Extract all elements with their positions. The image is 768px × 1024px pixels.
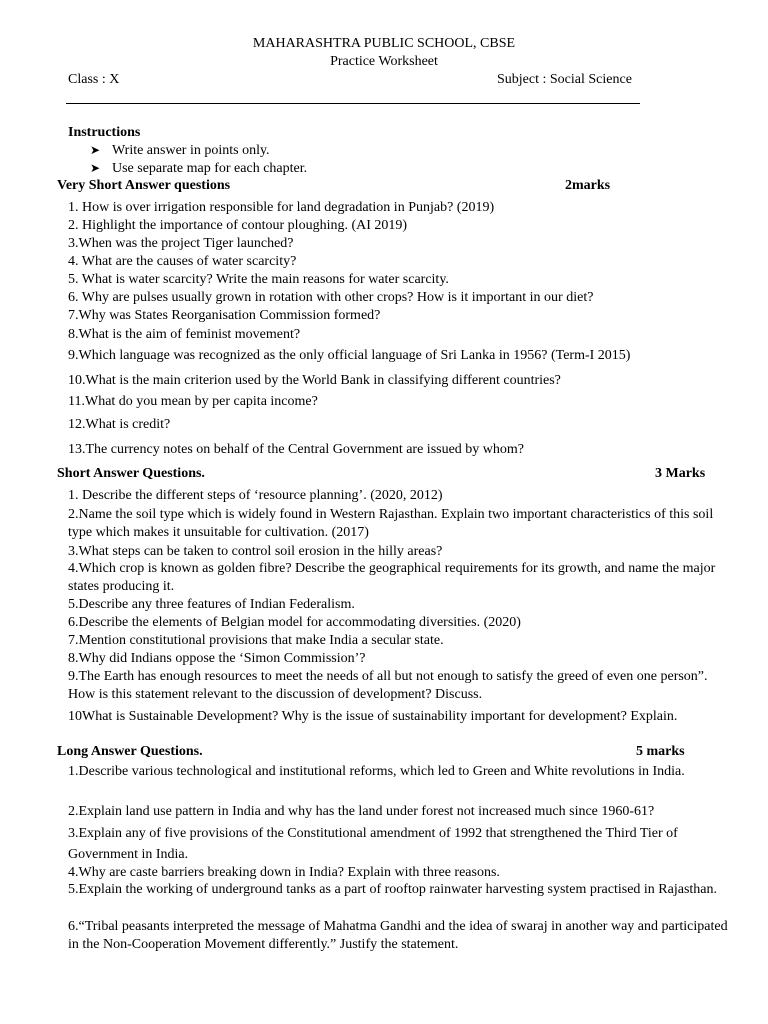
arrow-bullet-icon: ➤: [90, 143, 101, 157]
instruction-item: ➤ Use separate map for each chapter.: [90, 161, 308, 176]
sa-question: 9.The Earth has enough resources to meet the needs of all but not enough to satisfy the greed of even one person”. How is this statement relevant to the discussion of development? Discuss.: [68, 669, 708, 702]
la-heading: Long Answer Questions.: [57, 744, 203, 759]
vsa-question: 4. What are the causes of water scarcity?: [68, 254, 297, 269]
vsa-question: 10.What is the main criterion used by the World Bank in classifying different countries?: [68, 373, 561, 388]
vsa-question: 5. What is water scarcity? Write the main reasons for water scarcity.: [68, 272, 449, 287]
la-question: 4.Why are caste barriers breaking down in India? Explain with three reasons.: [68, 865, 500, 880]
vsa-question: 11.What do you mean by per capita income?: [68, 394, 318, 409]
la-question: 1.Describe various technological and institutional reforms, which led to Green and White revolutions in India.: [68, 764, 685, 779]
class-label: Class : X: [68, 72, 120, 87]
vsa-question: 7.Why was States Reorganisation Commission formed?: [68, 308, 381, 323]
vsa-question: 2. Highlight the importance of contour ploughing. (AI 2019): [68, 218, 408, 233]
la-question: 5.Explain the working of underground tanks as a part of rooftop rainwater harvesting system practised in Rajasthan.: [68, 882, 718, 897]
vsa-question: 3.When was the project Tiger launched?: [68, 236, 294, 251]
sa-question: 4.Which crop is known as golden fibre? Describe the geographical requirements for its growth, and name the major states producing it.: [68, 561, 716, 594]
sa-question: 7.Mention constitutional provisions that make India a secular state.: [68, 633, 444, 648]
sa-question: 2.Name the soil type which is widely found in Western Rajasthan. Explain two important characteristics of this soil type which makes it unsuitable for cultivation. (2017): [68, 507, 714, 540]
vsa-question: 6. Why are pulses usually grown in rotation with other crops? How is it important in our diet?: [68, 290, 594, 305]
sa-question: 5.Describe any three features of Indian Federalism.: [68, 597, 355, 612]
instruction-item: ➤ Write answer in points only.: [90, 143, 270, 158]
vsa-question: 8.What is the aim of feminist movement?: [68, 327, 301, 342]
arrow-bullet-icon: ➤: [90, 161, 101, 175]
sa-question: 10What is Sustainable Development? Why is the issue of sustainability important for development? Explain.: [68, 709, 678, 724]
sa-question: 1. Describe the different steps of ‘resource planning’. (2020, 2012): [68, 488, 443, 503]
sa-marks: 3 Marks: [655, 466, 706, 481]
la-marks: 5 marks: [636, 744, 685, 759]
worksheet-title: Practice Worksheet: [330, 54, 438, 69]
header-divider: [66, 103, 640, 104]
vsa-heading: Very Short Answer questions: [57, 178, 231, 193]
vsa-question: 1. How is over irrigation responsible for land degradation in Punjab? (2019): [68, 200, 495, 215]
la-question: 2.Explain land use pattern in India and why has the land under forest not increased much since 1960-61?: [68, 804, 655, 819]
sa-question: 6.Describe the elements of Belgian model for accommodating diversities. (2020): [68, 615, 521, 630]
sa-heading: Short Answer Questions.: [57, 466, 205, 481]
la-question: 3.Explain any of five provisions of the Constitutional amendment of 1992 that strengthened the Third Tier of Government in India.: [68, 826, 678, 862]
sa-question: 8.Why did Indians oppose the ‘Simon Commission’?: [68, 651, 366, 666]
la-question: 6.“Tribal peasants interpreted the message of Mahatma Gandhi and the idea of swaraj in another way and participated in the Non-Cooperation Movement differently.” Justify the statement.: [68, 919, 728, 952]
vsa-question: 12.What is credit?: [68, 417, 171, 432]
instructions-heading: Instructions: [68, 125, 141, 140]
vsa-marks: 2marks: [565, 178, 611, 193]
sa-question: 3.What steps can be taken to control soil erosion in the hilly areas?: [68, 544, 443, 559]
vsa-question: 9.Which language was recognized as the only official language of Sri Lanka in 1956? (Term-I 2015): [68, 348, 631, 363]
subject-label: Subject : Social Science: [497, 72, 632, 87]
school-name: MAHARASHTRA PUBLIC SCHOOL, CBSE: [252, 36, 516, 51]
vsa-question: 13.The currency notes on behalf of the Central Government are issued by whom?: [68, 442, 525, 457]
